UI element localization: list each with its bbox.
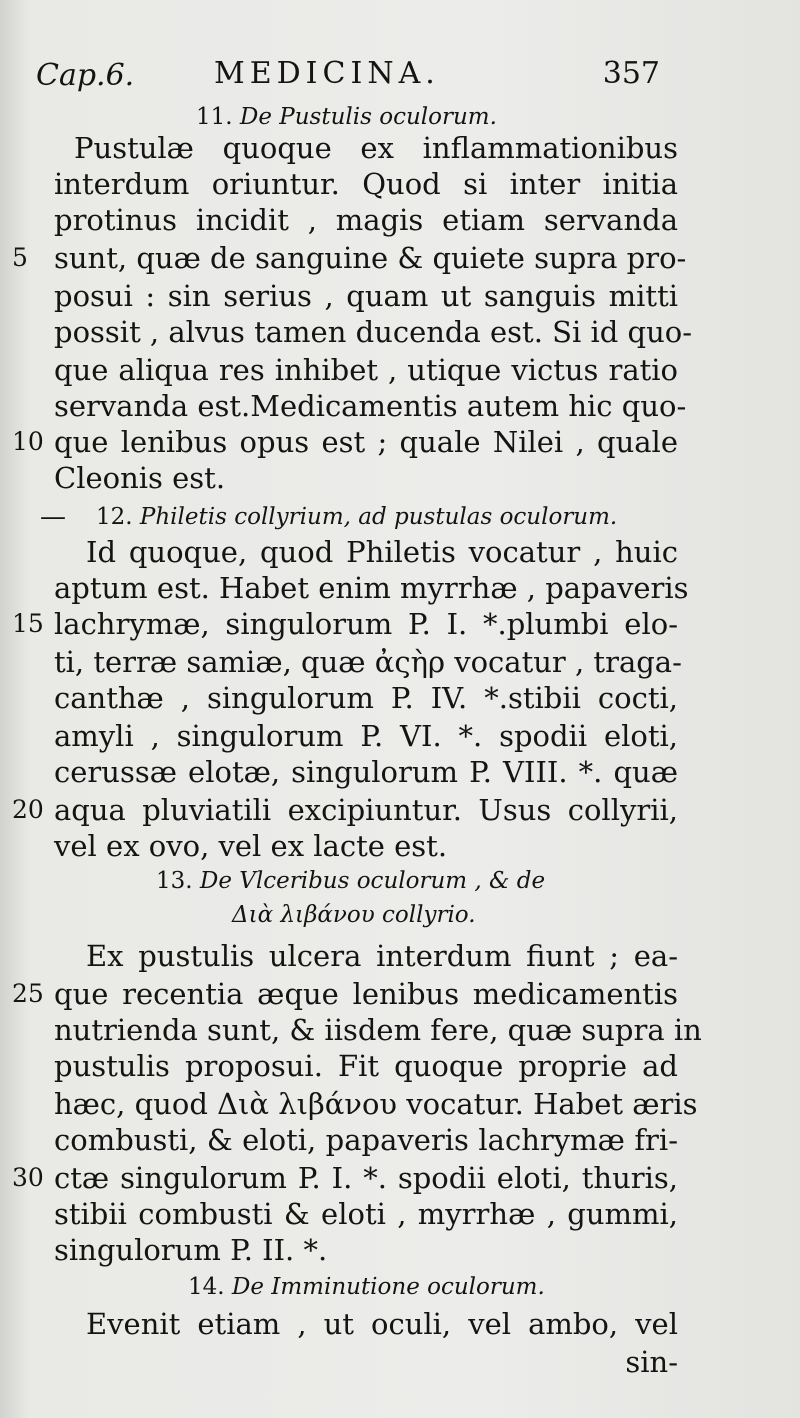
text-line: aqua pluviatili excipiuntur. Usus collyrii,	[54, 793, 678, 827]
text-line: nutrienda sunt, & iisdem fere, quæ supra in	[54, 1013, 702, 1047]
text-line: hæc, quod Διὰ λιβάνου vocatur. Habet æris	[54, 1087, 698, 1121]
text-line: Id quoque, quod Philetis vocatur , huic	[86, 535, 678, 569]
text-line: protinus incidit , magis etiam servanda	[54, 203, 678, 237]
text-line: que aliqua res inhibet , utique victus ratio	[54, 353, 678, 387]
text-line: lachrymæ, singulorum P. I. *.plumbi elo-	[54, 607, 678, 641]
line-number: 25	[12, 979, 44, 1008]
section-heading	[156, 868, 545, 894]
line-number: 10	[12, 427, 44, 456]
running-title: MEDICINA.	[214, 56, 440, 91]
text-line: Ex pustulis ulcera interdum fiunt ; ea-	[86, 939, 678, 973]
section-heading	[96, 504, 617, 530]
section-subtitle: Διὰ λιβάνου collyrio.	[232, 902, 476, 928]
section-title: De Vlceribus oculorum , & de	[199, 868, 546, 894]
text-line: Pustulæ quoque ex inflammationibus	[74, 131, 678, 165]
text-line: amyli , singulorum P. VI. *. spodii eloti,	[54, 719, 678, 753]
text-line: que recentia æque lenibus medicamentis	[54, 977, 678, 1011]
text-line: canthæ , singulorum P. IV. *.stibii cocti,	[54, 681, 678, 715]
text-line: sunt, quæ de sanguine & quiete supra pro-	[54, 241, 687, 275]
text-line: Cleonis est.	[54, 461, 226, 495]
section-title: De Imminutione oculorum.	[231, 1274, 545, 1300]
running-header	[36, 52, 660, 100]
line-number: 20	[12, 795, 44, 824]
text-line: vel ex ovo, vel ex lacte est.	[54, 829, 448, 863]
line-number: 15	[12, 609, 44, 638]
section-title: Philetis collyrium, ad pustulas oculorum.	[139, 504, 618, 530]
text-line: cerussæ elotæ, singulorum P. VIII. *. quæ	[54, 755, 678, 789]
section-heading	[196, 104, 497, 130]
text-line: Evenit etiam , ut oculi, vel ambo, vel	[86, 1307, 678, 1341]
section-number: 12.	[96, 504, 133, 530]
margin-mark: —	[40, 502, 66, 532]
section-number: 11.	[196, 104, 233, 130]
text-line: posui : sin serius , quam ut sanguis mitti	[54, 279, 678, 313]
chapter-label: Cap.6.	[36, 58, 135, 93]
text-line: pustulis proposui. Fit quoque proprie ad	[54, 1049, 678, 1083]
text-line: ctæ singulorum P. I. *. spodii eloti, thuris,	[54, 1161, 678, 1195]
section-number: 14.	[188, 1274, 225, 1300]
text-line: que lenibus opus est ; quale Nilei , quale	[54, 425, 678, 459]
text-line: ti, terræ samiæ, quæ ἀςὴρ vocatur , traga-	[54, 645, 682, 679]
catchword: sin-	[625, 1345, 678, 1379]
line-number: 30	[12, 1163, 44, 1192]
text-line: combusti, & eloti, papaveris lachrymæ fri-	[54, 1123, 678, 1157]
page-number: 357	[602, 56, 660, 91]
text-line: servanda est.Medicamentis autem hic quo-	[54, 389, 687, 423]
section-title: De Pustulis oculorum.	[239, 104, 497, 130]
text-line: singulorum P. II. *.	[54, 1233, 328, 1267]
section-number: 13.	[156, 868, 193, 894]
line-number: 5	[12, 243, 28, 272]
text-line: possit , alvus tamen ducenda est. Si id quo-	[54, 315, 693, 349]
text-line: aptum est. Habet enim myrrhæ , papaveris	[54, 571, 689, 605]
text-line: stibii combusti & eloti , myrrhæ , gummi,	[54, 1197, 678, 1231]
section-heading	[188, 1274, 545, 1300]
text-line: interdum oriuntur. Quod si inter initia	[54, 167, 678, 201]
